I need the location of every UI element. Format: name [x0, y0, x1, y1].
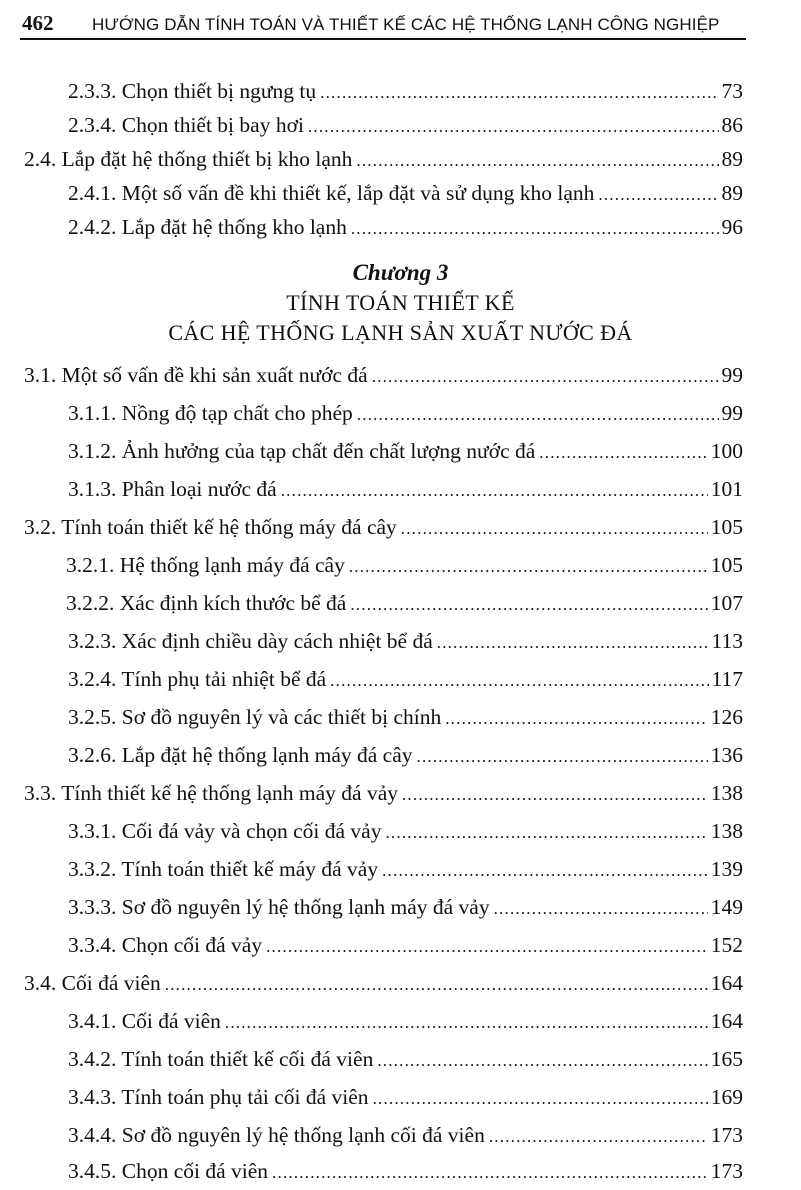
- toc-entry[interactable]: [24, 513, 743, 541]
- toc-entry-label: 3.1.2. Ảnh hưởng của tạp chất đến chất lượng nước đá: [68, 439, 536, 463]
- toc-entry-label: 3.4. Cối đá viên: [24, 971, 161, 995]
- toc-entry-page: 107: [710, 591, 743, 615]
- toc-entry[interactable]: [68, 1157, 743, 1185]
- toc-entry-page: 99: [721, 363, 743, 387]
- toc-entry-page: 101: [710, 477, 743, 501]
- toc-entry-label: 2.4. Lắp đặt hệ thống thiết bị kho lạnh: [24, 147, 353, 171]
- toc-entry-page: 117: [711, 667, 743, 691]
- toc-entry[interactable]: [68, 179, 743, 207]
- toc-entry-page: 89: [721, 181, 743, 205]
- toc-entry-label: 3.2. Tính toán thiết kế hệ thống máy đá cây: [24, 515, 397, 539]
- toc-entry[interactable]: [68, 1045, 743, 1073]
- toc-entry[interactable]: [66, 551, 743, 579]
- dot-leader: [494, 895, 708, 923]
- toc-entry[interactable]: [68, 665, 743, 693]
- toc-entry[interactable]: [68, 111, 743, 139]
- dot-leader: [356, 147, 718, 175]
- toc-entry-label: 3.3.3. Sơ đồ nguyên lý hệ thống lạnh máy đá vảy: [68, 895, 490, 919]
- dot-leader: [445, 705, 708, 733]
- running-title: HƯỚNG DẪN TÍNH TOÁN VÀ THIẾT KẾ CÁC HỆ THỐNG LẠNH CÔNG NGHIỆP: [92, 15, 720, 34]
- toc-entry-page: 173: [710, 1159, 743, 1183]
- toc-entry[interactable]: [68, 703, 743, 731]
- toc-entry-page: 99: [721, 401, 743, 425]
- toc-entry-page: 73: [721, 79, 743, 103]
- chapter-label: Chương 3: [352, 260, 449, 285]
- dot-leader: [598, 181, 718, 209]
- toc-entry-page: 173: [710, 1123, 743, 1147]
- toc-entry-page: 138: [710, 781, 743, 805]
- toc-entry-page: 86: [721, 113, 743, 137]
- toc-entry-label: 3.3. Tính thiết kế hệ thống lạnh máy đá vảy: [24, 781, 398, 805]
- toc-entry[interactable]: [68, 437, 743, 465]
- toc-entry-label: 3.4.4. Sơ đồ nguyên lý hệ thống lạnh cối đá viên: [68, 1123, 485, 1147]
- dot-leader: [351, 215, 719, 243]
- toc-entry[interactable]: [66, 589, 743, 617]
- toc-entry-label: 3.3.4. Chọn cối đá vảy: [68, 933, 263, 957]
- toc-entry[interactable]: [68, 399, 743, 427]
- dot-leader: [308, 113, 719, 141]
- chapter-title-line-1: TÍNH TOÁN THIẾT KẾ: [286, 290, 515, 315]
- toc-entry-label: 3.2.6. Lắp đặt hệ thống lạnh máy đá cây: [68, 743, 413, 767]
- toc-entry[interactable]: [68, 1083, 743, 1111]
- toc-entry[interactable]: [24, 969, 743, 997]
- toc-entry[interactable]: [68, 1121, 743, 1149]
- toc-entry-label: 3.4.2. Tính toán thiết kế cối đá viên: [68, 1047, 374, 1071]
- toc-entry-page: 100: [710, 439, 743, 463]
- dot-leader: [357, 401, 719, 429]
- dot-leader: [382, 857, 708, 885]
- dot-leader: [330, 667, 708, 695]
- dot-leader: [372, 363, 719, 391]
- toc-entry[interactable]: [68, 931, 743, 959]
- dot-leader: [373, 1085, 708, 1113]
- toc-entry[interactable]: [68, 77, 743, 105]
- toc-entry-label: 3.1.1. Nồng độ tạp chất cho phép: [68, 401, 353, 425]
- toc-entry-label: 3.3.2. Tính toán thiết kế máy đá vảy: [68, 857, 379, 881]
- toc-entry-page: 139: [710, 857, 743, 881]
- toc-entry-label: 3.2.2. Xác định kích thước bể đá: [66, 591, 347, 615]
- dot-leader: [401, 515, 708, 543]
- toc-entry-label: 3.1.3. Phân loại nước đá: [68, 477, 277, 501]
- toc-entry-page: 105: [710, 515, 743, 539]
- toc-entry-page: 96: [721, 215, 743, 239]
- page-number: 462: [22, 11, 54, 35]
- toc-entry-page: 138: [710, 819, 743, 843]
- toc-entry-label: 2.3.4. Chọn thiết bị bay hơi: [68, 113, 304, 137]
- toc-entry-page: 136: [710, 743, 743, 767]
- toc-entry-page: 149: [710, 895, 743, 919]
- toc-entry-label: 3.1. Một số vấn đề khi sản xuất nước đá: [24, 363, 368, 387]
- toc-entry-label: 3.2.1. Hệ thống lạnh máy đá cây: [66, 553, 345, 577]
- toc-entry-label: 3.4.5. Chọn cối đá viên: [68, 1159, 269, 1183]
- dot-leader: [320, 79, 718, 107]
- toc-entry[interactable]: [68, 855, 743, 883]
- toc-entry-label: 2.3.3. Chọn thiết bị ngưng tụ: [68, 79, 317, 103]
- running-header: [20, 8, 746, 40]
- toc-entry-label: 3.3.1. Cối đá vảy và chọn cối đá vảy: [68, 819, 382, 843]
- toc-entry[interactable]: [68, 817, 743, 845]
- toc-entry-page: 126: [710, 705, 743, 729]
- dot-leader: [402, 781, 708, 809]
- toc-entry-page: 164: [710, 971, 743, 995]
- toc-entry[interactable]: [68, 1007, 743, 1035]
- toc-entry-page: 164: [710, 1009, 743, 1033]
- dot-leader: [225, 1009, 708, 1037]
- toc-entry[interactable]: [24, 779, 743, 807]
- dot-leader: [165, 971, 708, 999]
- chapter-heading: [0, 258, 801, 348]
- dot-leader: [539, 439, 707, 467]
- toc-entry-page: 169: [710, 1085, 743, 1109]
- dot-leader: [349, 553, 708, 581]
- toc-entry-page: 152: [710, 933, 743, 957]
- dot-leader: [266, 933, 708, 961]
- toc-entry[interactable]: [24, 361, 743, 389]
- dot-leader: [417, 743, 708, 771]
- toc-entry-page: 89: [721, 147, 743, 171]
- dot-leader: [272, 1159, 708, 1187]
- dot-leader: [350, 591, 707, 619]
- toc-entry-label: 2.4.1. Một số vấn đề khi thiết kế, lắp đặt và sử dụng kho lạnh: [68, 181, 595, 205]
- toc-entry-page: 165: [710, 1047, 743, 1071]
- toc-entry-page: 105: [710, 553, 743, 577]
- toc-entry-label: 3.2.5. Sơ đồ nguyên lý và các thiết bị chính: [68, 705, 442, 729]
- toc-entry-label: 3.4.1. Cối đá viên: [68, 1009, 221, 1033]
- toc-entry[interactable]: [68, 893, 743, 921]
- toc-entry-label: 3.2.3. Xác định chiều dày cách nhiệt bể đá: [68, 629, 433, 653]
- toc-entry-label: 3.4.3. Tính toán phụ tải cối đá viên: [68, 1085, 369, 1109]
- dot-leader: [385, 819, 707, 847]
- toc-entry[interactable]: [68, 213, 743, 241]
- dot-leader: [489, 1123, 708, 1151]
- toc-entry-label: 2.4.2. Lắp đặt hệ thống kho lạnh: [68, 215, 347, 239]
- toc-entry[interactable]: [24, 145, 743, 173]
- dot-leader: [281, 477, 708, 505]
- toc-entry[interactable]: [68, 475, 743, 503]
- dot-leader: [437, 629, 709, 657]
- toc-entry[interactable]: [68, 741, 743, 769]
- toc-entry-page: 113: [711, 629, 743, 653]
- toc-entry-label: 3.2.4. Tính phụ tải nhiệt bể đá: [68, 667, 327, 691]
- toc-entry[interactable]: [68, 627, 743, 655]
- chapter-title-line-2: CÁC HỆ THỐNG LẠNH SẢN XUẤT NƯỚC ĐÁ: [168, 320, 633, 345]
- dot-leader: [377, 1047, 707, 1075]
